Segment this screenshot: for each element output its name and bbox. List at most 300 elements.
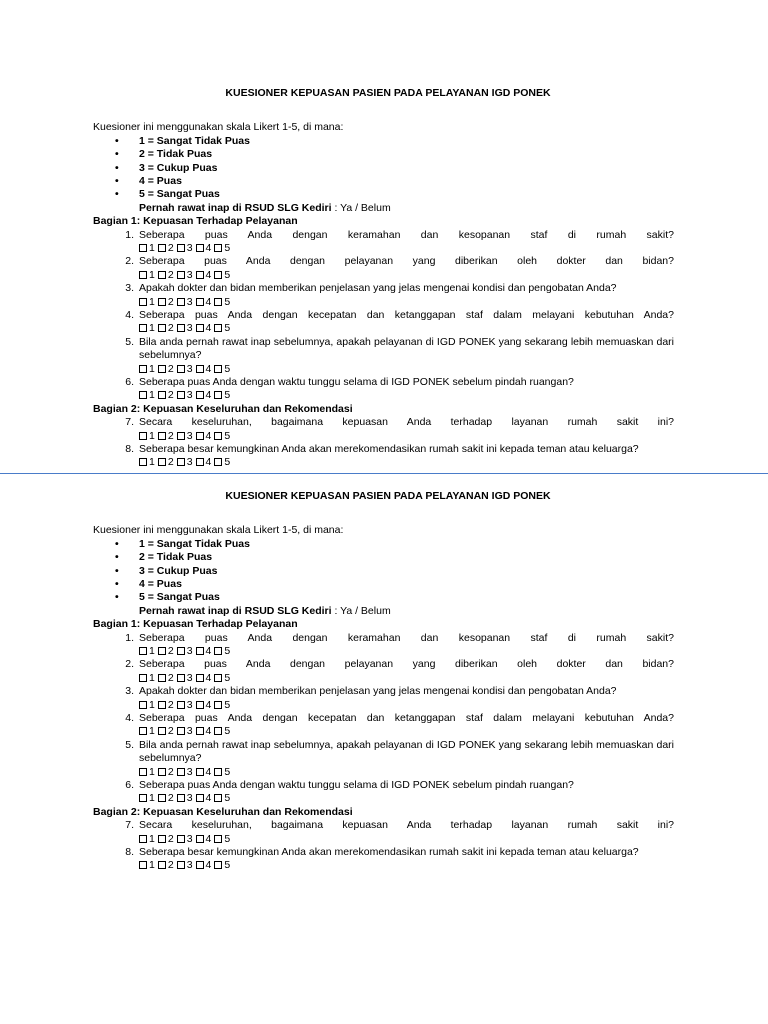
rating-options[interactable] (139, 792, 674, 805)
checkbox-icon[interactable] (177, 794, 185, 802)
rating-option-label: 3 (186, 725, 193, 738)
rating-option[interactable] (196, 859, 212, 871)
rating-option[interactable] (139, 363, 155, 375)
inpatient-question: Pernah rawat inap di RSUD SLG Kediri : Ya / Belum (139, 604, 391, 617)
checkbox-icon[interactable] (196, 298, 204, 306)
checkbox-icon[interactable] (214, 271, 222, 279)
rating-option[interactable] (139, 269, 155, 281)
question-item: 1. Seberapa puas Anda dengan keramahan dan kesopanan staf di rumah sakit? 1 2 3 4 5 (125, 228, 674, 254)
rating-option[interactable] (177, 430, 193, 442)
rating-option-label: 3 (186, 832, 193, 845)
checkbox-icon[interactable] (214, 794, 222, 802)
question-item: 3. Apakah dokter dan bidan memberikan penjelasan yang jelas mengenai kondisi dan pengobatan Anda? 1 2 3 4 5 (139, 282, 674, 309)
checkbox-icon[interactable] (177, 727, 185, 735)
section-1-title: Bagian 1: Kepuasan Terhadap Pelayanan (93, 215, 298, 228)
rating-option[interactable] (214, 859, 230, 871)
checkbox-icon[interactable] (196, 324, 204, 332)
questionnaire-title: KUESIONER KEPUASAN PASIEN PADA PELAYANAN IGD PONEK (225, 490, 551, 502)
rating-option-label: 5 (224, 698, 231, 711)
rating-option-label: 4 (205, 671, 212, 684)
checkbox-icon[interactable] (158, 647, 166, 655)
rating-option-label: 1 (149, 241, 155, 254)
rating-option[interactable] (139, 699, 155, 711)
checkbox-icon[interactable] (139, 391, 147, 399)
checkbox-icon[interactable] (158, 768, 166, 776)
rating-options[interactable] (139, 269, 674, 282)
rating-option-label: 4 (205, 644, 212, 657)
rating-option-label: 1 (149, 362, 155, 375)
rating-option[interactable] (158, 430, 174, 442)
rating-options[interactable] (139, 725, 674, 738)
rating-option[interactable] (214, 430, 230, 442)
checkbox-icon[interactable] (214, 835, 222, 843)
rating-option-label: 4 (205, 698, 212, 711)
section-1-questions (0, 229, 768, 403)
rating-option[interactable] (158, 725, 174, 737)
checkbox-icon[interactable] (158, 701, 166, 709)
rating-option-label: 5 (224, 295, 231, 308)
rating-option[interactable] (214, 269, 230, 281)
checkbox-icon[interactable] (139, 727, 147, 735)
rating-option[interactable] (177, 672, 193, 684)
rating-option[interactable] (214, 242, 230, 254)
rating-option[interactable] (139, 430, 155, 442)
rating-option[interactable] (139, 725, 155, 737)
rating-option-label: 5 (224, 644, 231, 657)
question-item: 7. Secara keseluruhan, bagaimana kepuasan Anda terhadap layanan rumah sakit ini? 1 2 3 4 5 (125, 819, 674, 845)
checkbox-icon[interactable] (196, 391, 204, 399)
rating-option-label: 3 (186, 241, 193, 254)
checkbox-icon[interactable] (158, 861, 166, 869)
question-item: 2. Seberapa puas Anda dengan pelayanan yang diberikan oleh dokter dan bidan? 1 2 3 4 5 (125, 658, 674, 684)
question-item: 8. Seberapa besar kemungkinan Anda akan merekomendasikan rumah sakit ini kepada teman atau keluarga? 1 2 3 4 5 (139, 846, 674, 873)
rating-option[interactable] (214, 322, 230, 334)
rating-option-label: 3 (186, 362, 193, 375)
rating-option-label: 3 (186, 859, 193, 872)
rating-option[interactable] (158, 833, 174, 845)
checkbox-icon[interactable] (214, 727, 222, 735)
bullet-icon: • (115, 134, 119, 147)
checkbox-icon[interactable] (214, 701, 222, 709)
checkbox-icon[interactable] (139, 835, 147, 843)
checkbox-icon[interactable] (139, 861, 147, 869)
rating-option[interactable] (196, 833, 212, 845)
rating-option[interactable] (158, 859, 174, 871)
questionnaire-copy-1 (0, 87, 768, 470)
rating-option[interactable] (214, 833, 230, 845)
rating-option[interactable] (214, 792, 230, 804)
rating-option-label: 2 (167, 322, 174, 335)
rating-option-label: 2 (167, 362, 174, 375)
rating-option-label: 4 (205, 362, 212, 375)
section-2-title: Bagian 2: Kepuasan Keseluruhan dan Rekomendasi (93, 402, 353, 415)
rating-option-label: 3 (186, 429, 193, 442)
rating-option[interactable] (158, 322, 174, 334)
rating-option-label: 4 (205, 295, 212, 308)
checkbox-icon[interactable] (158, 432, 166, 440)
rating-option-label: 4 (205, 429, 212, 442)
rating-option[interactable] (214, 389, 230, 401)
rating-option[interactable] (214, 672, 230, 684)
rating-option-label: 1 (149, 644, 155, 657)
bullet-icon: • (115, 188, 119, 201)
rating-option-label: 2 (167, 671, 174, 684)
rating-option[interactable] (196, 699, 212, 711)
rating-option[interactable] (139, 766, 155, 778)
rating-options[interactable] (139, 833, 674, 846)
rating-option[interactable] (139, 296, 155, 308)
checkbox-icon[interactable] (214, 391, 222, 399)
checkbox-icon[interactable] (214, 458, 222, 466)
rating-option-label: 3 (186, 389, 193, 402)
rating-option-label: 5 (224, 456, 231, 469)
section-2-title: Bagian 2: Kepuasan Keseluruhan dan Rekomendasi (93, 805, 353, 818)
checkbox-icon[interactable] (158, 365, 166, 373)
question-item: 3. Apakah dokter dan bidan memberikan penjelasan yang jelas mengenai kondisi dan pengobatan Anda? 1 2 3 4 5 (139, 685, 674, 712)
section-2-questions (0, 819, 768, 873)
checkbox-icon[interactable] (158, 794, 166, 802)
rating-option[interactable] (177, 833, 193, 845)
question-item: 7. Secara keseluruhan, bagaimana kepuasan Anda terhadap layanan rumah sakit ini? 1 2 3 4 5 (125, 416, 674, 442)
rating-option-label: 2 (167, 456, 174, 469)
rating-options[interactable] (139, 645, 674, 658)
question-item: 5. Bila anda pernah rawat inap sebelumnya, apakah pelayanan di IGD PONEK yang sekarang lebih memuaskan dari sebelumnya? 1 2 3 4 5 (125, 335, 674, 375)
checkbox-icon[interactable] (196, 365, 204, 373)
checkbox-icon[interactable] (196, 432, 204, 440)
rating-option[interactable] (214, 363, 230, 375)
checkbox-icon[interactable] (177, 244, 185, 252)
rating-option[interactable] (196, 363, 212, 375)
question-item: 2. Seberapa puas Anda dengan pelayanan yang diberikan oleh dokter dan bidan? 1 2 3 4 5 (125, 255, 674, 281)
rating-option-label: 4 (205, 725, 212, 738)
rating-option[interactable] (177, 792, 193, 804)
rating-option-label: 1 (149, 322, 155, 335)
checkbox-icon[interactable] (177, 835, 185, 843)
likert-scale-item: • 2 = Tidak Puas (115, 148, 213, 161)
rating-option-label: 4 (205, 322, 212, 335)
rating-option[interactable] (177, 269, 193, 281)
checkbox-icon[interactable] (158, 835, 166, 843)
checkbox-icon[interactable] (177, 861, 185, 869)
checkbox-icon[interactable] (196, 647, 204, 655)
rating-option[interactable] (158, 296, 174, 308)
checkbox-icon[interactable] (177, 271, 185, 279)
checkbox-icon[interactable] (158, 674, 166, 682)
likert-scale-item: • 4 = Puas (115, 174, 182, 187)
rating-option[interactable] (177, 363, 193, 375)
bullet-icon: • (115, 537, 119, 550)
bullet-icon: • (115, 174, 119, 187)
rating-option-label: 5 (224, 362, 231, 375)
bullet-icon: • (115, 564, 119, 577)
rating-option[interactable] (196, 672, 212, 684)
rating-option[interactable] (214, 725, 230, 737)
checkbox-icon[interactable] (139, 298, 147, 306)
rating-option[interactable] (177, 645, 193, 657)
checkbox-icon[interactable] (158, 271, 166, 279)
likert-scale-item: • 3 = Cukup Puas (115, 564, 218, 577)
rating-options[interactable] (139, 389, 674, 402)
section-1-title: Bagian 1: Kepuasan Terhadap Pelayanan (93, 618, 298, 631)
rating-option[interactable] (158, 363, 174, 375)
likert-scale-item: • 3 = Cukup Puas (115, 161, 218, 174)
rating-option[interactable] (196, 456, 212, 468)
checkbox-icon[interactable] (177, 365, 185, 373)
page-divider (0, 473, 768, 474)
checkbox-icon[interactable] (158, 391, 166, 399)
rating-options[interactable] (139, 322, 674, 335)
rating-option[interactable] (196, 296, 212, 308)
checkbox-icon[interactable] (214, 324, 222, 332)
section-2-questions (0, 416, 768, 470)
checkbox-icon[interactable] (177, 458, 185, 466)
checkbox-icon[interactable] (139, 674, 147, 682)
rating-option[interactable] (139, 645, 155, 657)
checkbox-icon[interactable] (177, 674, 185, 682)
rating-option[interactable] (158, 766, 174, 778)
likert-scale-item: • 1 = Sangat Tidak Puas (115, 537, 250, 550)
rating-option-label: 3 (186, 295, 193, 308)
rating-option[interactable] (158, 672, 174, 684)
rating-option-label: 2 (167, 389, 174, 402)
rating-option-label: 2 (167, 295, 174, 308)
checkbox-icon[interactable] (196, 701, 204, 709)
checkbox-icon[interactable] (196, 861, 204, 869)
rating-option[interactable] (196, 792, 212, 804)
rating-option-label: 2 (167, 429, 174, 442)
question-item: 4. Seberapa puas Anda dengan kecepatan dan ketanggapan staf dalam melayani kebutuhan Anda? 1 2 3 4 5 (125, 308, 674, 335)
rating-option[interactable] (196, 430, 212, 442)
rating-option[interactable] (196, 322, 212, 334)
rating-option-label: 1 (149, 792, 155, 805)
checkbox-icon[interactable] (196, 727, 204, 735)
rating-options[interactable] (139, 363, 674, 376)
checkbox-icon[interactable] (214, 298, 222, 306)
checkbox-icon[interactable] (139, 768, 147, 776)
rating-option-label: 5 (224, 671, 231, 684)
checkbox-icon[interactable] (177, 298, 185, 306)
section-1-questions (0, 632, 768, 806)
rating-option-label: 3 (186, 671, 193, 684)
rating-option-label: 5 (224, 268, 231, 281)
rating-option-label: 3 (186, 765, 193, 778)
rating-option-label: 2 (167, 859, 174, 872)
rating-option[interactable] (214, 296, 230, 308)
checkbox-icon[interactable] (196, 271, 204, 279)
rating-option-label: 1 (149, 832, 155, 845)
rating-options[interactable] (139, 456, 674, 469)
rating-option[interactable] (177, 859, 193, 871)
rating-option[interactable] (139, 833, 155, 845)
checkbox-icon[interactable] (214, 768, 222, 776)
bullet-icon: • (115, 577, 119, 590)
rating-option[interactable] (177, 725, 193, 737)
rating-option[interactable] (139, 389, 155, 401)
checkbox-icon[interactable] (139, 365, 147, 373)
rating-option-label: 1 (149, 698, 155, 711)
rating-option[interactable] (158, 792, 174, 804)
inpatient-question: Pernah rawat inap di RSUD SLG Kediri : Ya / Belum (139, 201, 391, 214)
rating-option-label: 3 (186, 792, 193, 805)
checkbox-icon[interactable] (196, 768, 204, 776)
rating-option-label: 3 (186, 644, 193, 657)
rating-option[interactable] (177, 322, 193, 334)
rating-option-label: 5 (224, 792, 231, 805)
rating-option-label: 3 (186, 322, 193, 335)
rating-option[interactable] (196, 389, 212, 401)
rating-options[interactable] (139, 242, 674, 255)
rating-option[interactable] (214, 456, 230, 468)
rating-option[interactable] (214, 699, 230, 711)
rating-option-label: 1 (149, 671, 155, 684)
rating-option-label: 2 (167, 765, 174, 778)
rating-option[interactable] (158, 456, 174, 468)
rating-option-label: 5 (224, 429, 231, 442)
likert-scale-list (0, 538, 768, 605)
question-item: 1. Seberapa puas Anda dengan keramahan dan kesopanan staf di rumah sakit? 1 2 3 4 5 (125, 631, 674, 657)
rating-option[interactable] (177, 766, 193, 778)
rating-option-label: 1 (149, 268, 155, 281)
rating-option-label: 2 (167, 725, 174, 738)
rating-option-label: 2 (167, 832, 174, 845)
rating-option-label: 4 (205, 268, 212, 281)
rating-option-label: 4 (205, 456, 212, 469)
checkbox-icon[interactable] (158, 244, 166, 252)
rating-options[interactable] (139, 430, 674, 443)
rating-option[interactable] (177, 389, 193, 401)
rating-option[interactable] (158, 389, 174, 401)
likert-scale-item: • 4 = Puas (115, 577, 182, 590)
rating-option[interactable] (139, 792, 155, 804)
rating-option[interactable] (158, 242, 174, 254)
rating-option-label: 3 (186, 698, 193, 711)
rating-option-label: 1 (149, 725, 155, 738)
rating-option[interactable] (196, 645, 212, 657)
rating-option[interactable] (139, 672, 155, 684)
rating-option[interactable] (177, 242, 193, 254)
checkbox-icon[interactable] (214, 244, 222, 252)
intro-text: Kuesioner ini menggunakan skala Likert 1-5, di mana: (93, 121, 344, 134)
checkbox-icon[interactable] (139, 794, 147, 802)
checkbox-icon[interactable] (158, 298, 166, 306)
rating-option[interactable] (177, 296, 193, 308)
checkbox-icon[interactable] (214, 647, 222, 655)
bullet-icon: • (115, 161, 119, 174)
checkbox-icon[interactable] (139, 647, 147, 655)
checkbox-icon[interactable] (196, 458, 204, 466)
rating-option-label: 2 (167, 241, 174, 254)
questionnaire-title: KUESIONER KEPUASAN PASIEN PADA PELAYANAN IGD PONEK (225, 87, 551, 99)
checkbox-icon[interactable] (139, 324, 147, 332)
likert-scale-item: • 5 = Sangat Puas (115, 591, 220, 604)
rating-option-label: 1 (149, 765, 155, 778)
checkbox-icon[interactable] (177, 432, 185, 440)
checkbox-icon[interactable] (177, 701, 185, 709)
rating-option[interactable] (139, 456, 155, 468)
rating-option[interactable] (196, 725, 212, 737)
checkbox-icon[interactable] (158, 727, 166, 735)
likert-scale-item: • 1 = Sangat Tidak Puas (115, 134, 250, 147)
rating-option-label: 1 (149, 429, 155, 442)
checkbox-icon[interactable] (214, 674, 222, 682)
rating-option-label: 1 (149, 859, 155, 872)
question-item: 6. Seberapa puas Anda dengan waktu tunggu selama di IGD PONEK sebelum pindah ruangan? 1 2 3 4 5 (139, 376, 674, 403)
rating-option-label: 4 (205, 765, 212, 778)
rating-option-label: 4 (205, 832, 212, 845)
rating-options[interactable] (139, 296, 674, 309)
rating-option[interactable] (214, 766, 230, 778)
rating-option-label: 5 (224, 241, 231, 254)
checkbox-icon[interactable] (139, 432, 147, 440)
questionnaire-copy-2 (0, 490, 768, 873)
checkbox-icon[interactable] (139, 244, 147, 252)
rating-option[interactable] (196, 766, 212, 778)
rating-option-label: 5 (224, 765, 231, 778)
rating-option-label: 5 (224, 322, 231, 335)
rating-option-label: 5 (224, 389, 231, 402)
rating-option-label: 3 (186, 268, 193, 281)
question-item: 5. Bila anda pernah rawat inap sebelumnya, apakah pelayanan di IGD PONEK yang sekarang lebih memuaskan dari sebelumnya? 1 2 3 4 5 (125, 738, 674, 778)
rating-option-label: 2 (167, 698, 174, 711)
rating-option[interactable] (158, 699, 174, 711)
checkbox-icon[interactable] (158, 324, 166, 332)
rating-option[interactable] (158, 269, 174, 281)
checkbox-icon[interactable] (177, 391, 185, 399)
checkbox-icon[interactable] (196, 835, 204, 843)
rating-options[interactable] (139, 766, 674, 779)
rating-option[interactable] (177, 456, 193, 468)
rating-option-label: 4 (205, 389, 212, 402)
bullet-icon: • (115, 551, 119, 564)
likert-scale-item: • 2 = Tidak Puas (115, 551, 213, 564)
rating-options[interactable] (139, 672, 674, 685)
rating-option[interactable] (196, 242, 212, 254)
bullet-icon: • (115, 148, 119, 161)
checkbox-icon[interactable] (214, 861, 222, 869)
rating-options[interactable] (139, 859, 674, 872)
rating-options[interactable] (139, 699, 674, 712)
checkbox-icon[interactable] (177, 324, 185, 332)
rating-option-label: 5 (224, 832, 231, 845)
rating-option[interactable] (196, 269, 212, 281)
rating-option[interactable] (214, 645, 230, 657)
checkbox-icon[interactable] (158, 458, 166, 466)
checkbox-icon[interactable] (139, 701, 147, 709)
rating-option[interactable] (139, 859, 155, 871)
checkbox-icon[interactable] (196, 244, 204, 252)
rating-option[interactable] (139, 322, 155, 334)
rating-option-label: 5 (224, 859, 231, 872)
rating-option-label: 2 (167, 644, 174, 657)
checkbox-icon[interactable] (139, 271, 147, 279)
checkbox-icon[interactable] (214, 432, 222, 440)
rating-option[interactable] (158, 645, 174, 657)
checkbox-icon[interactable] (177, 768, 185, 776)
rating-option-label: 2 (167, 268, 174, 281)
checkbox-icon[interactable] (196, 794, 204, 802)
rating-option-label: 4 (205, 792, 212, 805)
rating-option[interactable] (177, 699, 193, 711)
checkbox-icon[interactable] (177, 647, 185, 655)
question-item: 4. Seberapa puas Anda dengan kecepatan dan ketanggapan staf dalam melayani kebutuhan Anda? 1 2 3 4 5 (125, 711, 674, 738)
checkbox-icon[interactable] (139, 458, 147, 466)
rating-option-label: 4 (205, 859, 212, 872)
likert-scale-item: • 5 = Sangat Puas (115, 188, 220, 201)
question-item: 8. Seberapa besar kemungkinan Anda akan merekomendasikan rumah sakit ini kepada teman atau keluarga? 1 2 3 4 5 (139, 443, 674, 470)
checkbox-icon[interactable] (214, 365, 222, 373)
rating-option[interactable] (139, 242, 155, 254)
checkbox-icon[interactable] (196, 674, 204, 682)
